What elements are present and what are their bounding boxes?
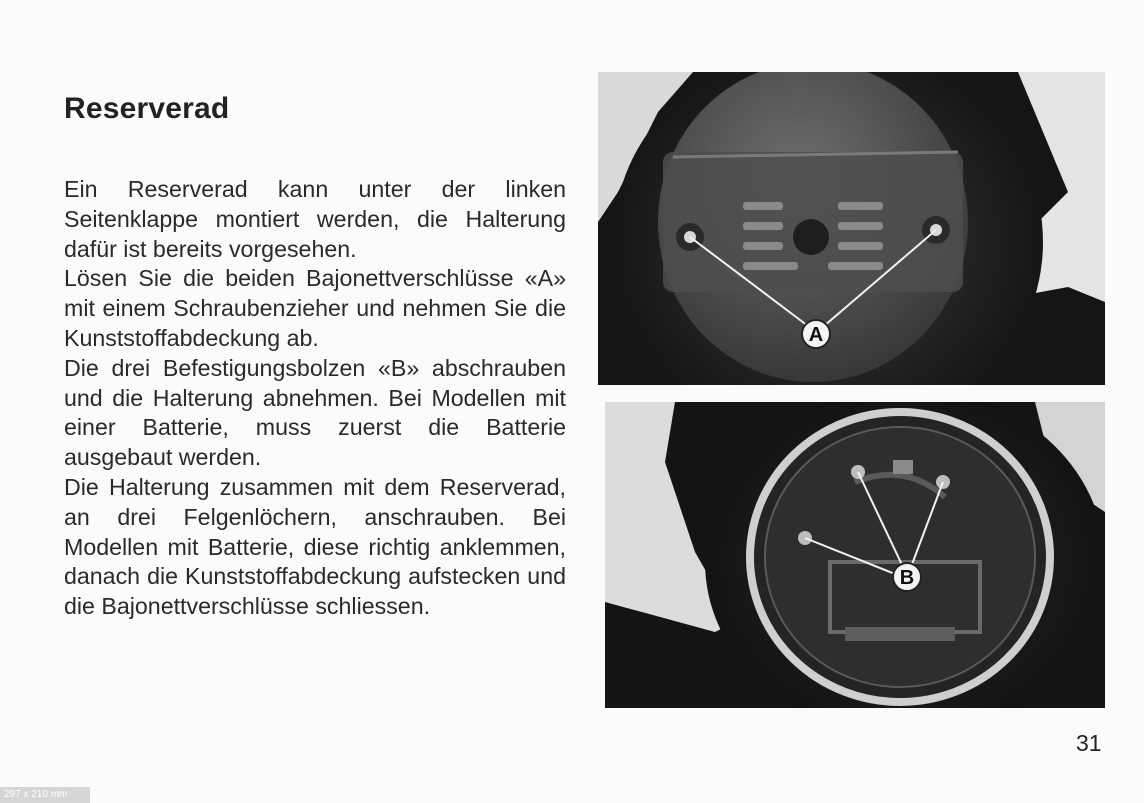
paragraph-1: Ein Reserverad kann unter der linken Seitenklappe montiert werden, die Halterung dafür ist bereits vorgesehen. (64, 176, 566, 262)
page-title: Reserverad (64, 92, 230, 125)
page-size-tag: 297 x 210 mm (0, 787, 90, 803)
paragraph-2: Lösen Sie die beiden Bajonettverschlüsse «A» mit einem Schraubenzieher und nehmen Sie die Kunststoffabdeckung ab. (64, 265, 566, 351)
callout-label-b: B (899, 567, 915, 589)
photo-cover-illustration (598, 72, 1105, 385)
paragraph-3: Die drei Befestigungsbolzen «B» abschrauben und die Halterung abnehmen. Bei Modellen mit einer Batterie, muss zuerst die Batterie ausgebaut werden. (64, 354, 566, 471)
page-number: 31 (1076, 730, 1102, 756)
callout-label-a: A (808, 324, 824, 346)
photo-cover-bayonet-fasteners (598, 72, 1105, 385)
paragraph-4: Die Halterung zusammen mit dem Reserverad, an drei Felgenlöchern, anschrauben. Bei Modellen mit Batterie, diese richtig anklemmen, danach die Kunststoffabdeckung aufstecken und die Bajonettverschlüsse schliessen. (64, 473, 566, 620)
photo-bracket-illustration (605, 402, 1105, 708)
instructions-text (64, 175, 566, 622)
photo-bracket-bolts (605, 402, 1105, 708)
